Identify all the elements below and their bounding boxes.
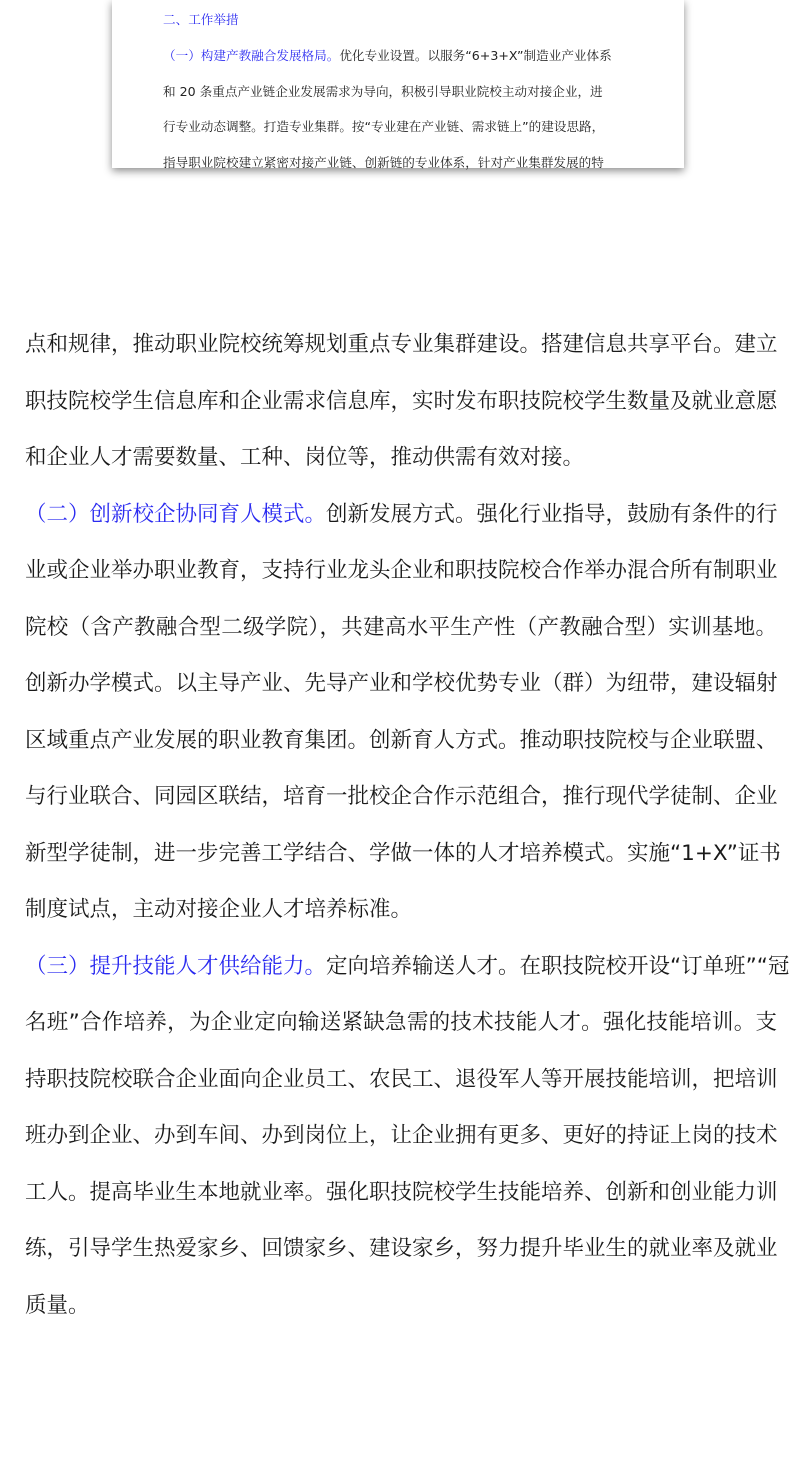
line-text: 制度试点，主动对接企业人才培养标准。 bbox=[25, 897, 413, 922]
paragraph-line bbox=[25, 388, 777, 416]
line-text: 点和规律，推动职业院校统筹规划重点专业集群建设。搭建信息共享平台。建立 bbox=[25, 332, 778, 357]
paragraph-line bbox=[25, 1292, 777, 1320]
document-preview-card bbox=[112, 0, 684, 168]
line-text: 定向培养输送人才。在职技院校开设“订单班”“冠 bbox=[326, 953, 790, 979]
paragraph-line bbox=[25, 670, 777, 698]
line-text: 和企业人才需要数量、工种、岗位等，推动供需有效对接。 bbox=[25, 445, 585, 470]
paragraph-line bbox=[163, 116, 604, 135]
line-text: 区域重点产业发展的职业教育集团。创新育人方式。推动职技院校与企业联盟、 bbox=[25, 727, 778, 753]
line-text: 班办到企业、办到车间、办到岗位上，让企业拥有更多、更好的持证上岗的技术 bbox=[25, 1123, 778, 1148]
paragraph-line bbox=[25, 1009, 777, 1037]
paragraph-line bbox=[25, 1179, 777, 1207]
paragraph-line bbox=[25, 1235, 777, 1263]
line-text: 质量。 bbox=[25, 1292, 90, 1318]
preview-heading: 二、工作举措 bbox=[163, 12, 239, 27]
paragraph-line bbox=[25, 783, 777, 811]
section-heading: （三）提升技能人才供给能力。 bbox=[25, 953, 327, 979]
line-text: 创新办学模式。以主导产业、先导产业和学校优势专业（群）为纽带，建设辐射 bbox=[25, 671, 778, 696]
paragraph-line bbox=[25, 614, 777, 642]
paragraph-line bbox=[25, 1122, 777, 1150]
line-text: 名班”合作培养，为企业定向输送紧缺急需的技术技能人才。强化技能培训。支 bbox=[25, 1010, 777, 1035]
section-heading: （二）创新校企协同育人模式。 bbox=[25, 501, 327, 527]
line-text: 优化专业设置。以服务“6+3+X”制造业产业体系 bbox=[339, 48, 612, 63]
line-text: 行专业动态调整。打造专业集群。按“专业建在产业链、需求链上”的建设思路， bbox=[163, 119, 605, 134]
paragraph-line bbox=[25, 501, 777, 529]
paragraph-line bbox=[163, 81, 603, 100]
line-text: 创新发展方式。强化行业指导，鼓励有条件的行 bbox=[326, 501, 778, 527]
line-text: 院校（含产教融合型二级学院），共建高水平生产性（产教融合型）实训基地。 bbox=[25, 614, 777, 640]
line-text: 业或企业举办职业教育，支持行业龙头企业和职技院校合作举办混合所有制职业 bbox=[25, 558, 778, 583]
line-text: 与行业联合、同园区联结，培育一批校企合作示范组合，推行现代学徒制、企业 bbox=[25, 784, 778, 809]
paragraph-line bbox=[25, 557, 777, 585]
line-text: 职技院校学生信息库和企业需求信息库，实时发布职技院校学生数量及就业意愿 bbox=[25, 388, 778, 414]
paragraph-line bbox=[25, 840, 781, 868]
paragraph-line bbox=[25, 1066, 777, 1094]
paragraph-line bbox=[25, 331, 777, 359]
section-heading: （一）构建产教融合发展格局。 bbox=[163, 48, 340, 63]
paragraph-line bbox=[25, 727, 777, 755]
line-text: 工人。提高毕业生本地就业率。强化职技院校学生技能培养、创新和创业能力训 bbox=[25, 1179, 778, 1205]
line-text: 练，引导学生热爱家乡、回馈家乡、建设家乡，努力提升毕业生的就业率及就业 bbox=[25, 1236, 778, 1261]
paragraph-line bbox=[163, 45, 612, 64]
paragraph-line bbox=[25, 444, 777, 472]
paragraph-line bbox=[25, 953, 790, 981]
paragraph-line bbox=[25, 896, 777, 924]
line-text: 和 20 条重点产业链企业发展需求为导向，积极引导职业院校主动对接企业，进 bbox=[163, 83, 603, 99]
line-text: 持职技院校联合企业面向企业员工、农民工、退役军人等开展技能培训，把培训 bbox=[25, 1066, 778, 1092]
line-text: 指导职业院校建立紧密对接产业链、创新链的专业体系，针对产业集群发展的特 bbox=[163, 154, 604, 170]
paragraph-line bbox=[163, 152, 604, 171]
line-text: 新型学徒制，进一步完善工学结合、学做一体的人才培养模式。实施“1+X”证书 bbox=[25, 840, 781, 866]
